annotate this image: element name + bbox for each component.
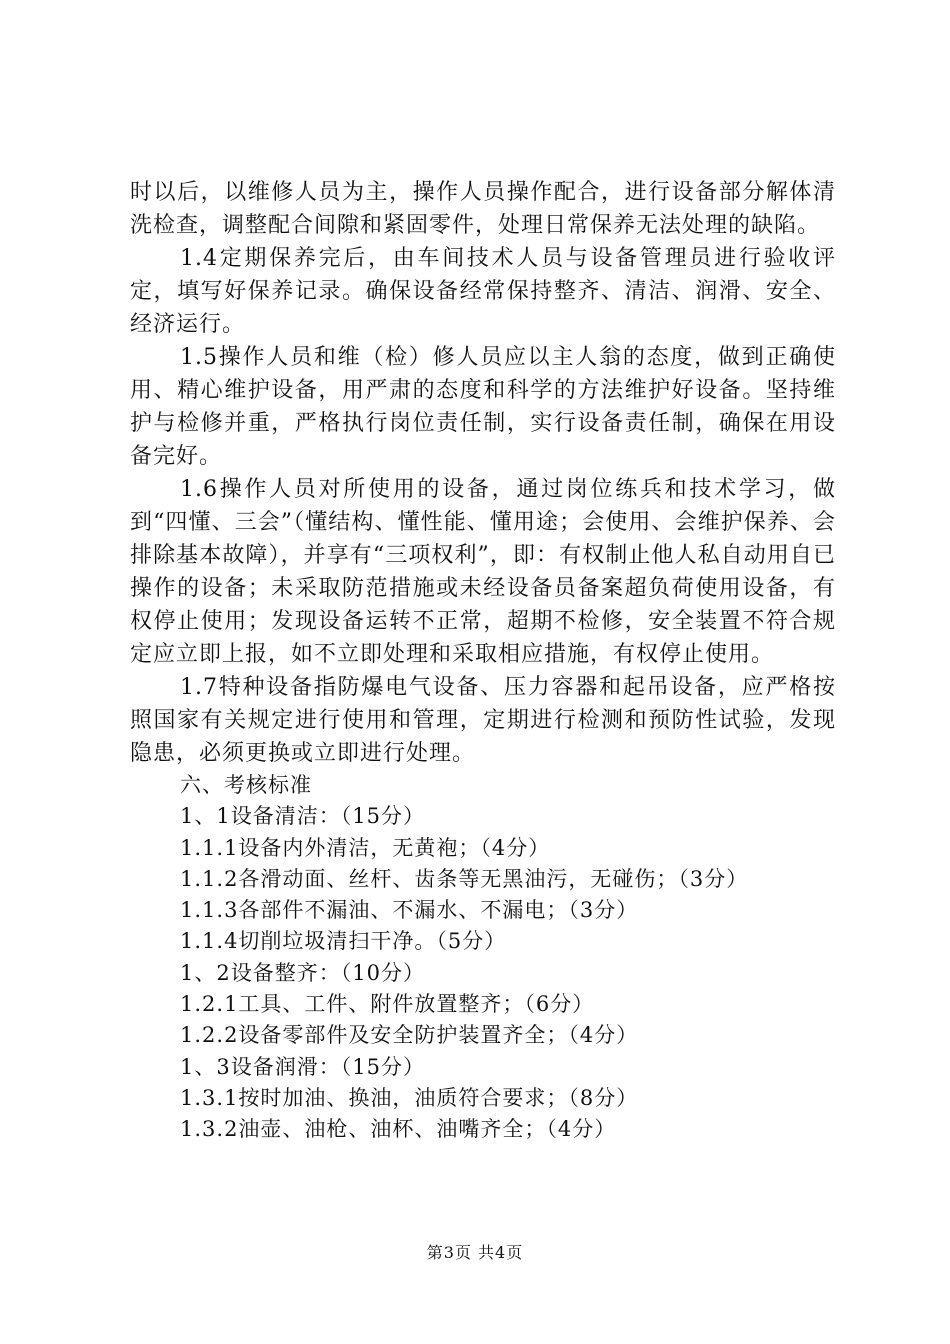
criteria-item: 1.2.2设备零部件及安全防护装置齐全；（4分） [180,1023,639,1048]
paragraph-1-6: 1.6操作人员对所使用的设备，通过岗位练兵和技术学习，做到“四懂、三会”（懂结构、懂性能、懂用途；会使用、会维护保养、会排除基本故障），并享有“三项权利”，即：有权制止他人私自动用自已操作的设备；未采取防范措施或未经设备员备案超负荷使用设备，有权停止使用；发现设备运转不正常，超期不检修，安全装置不符合规定应立即上报，如不立即处理和采取相应措施，有权停止使用。 [130,477,836,667]
criteria-item: 1、3设备润滑：（15分） [180,1054,425,1079]
criteria-item: 1.1.3各部件不漏油、不漏水、不漏电；（3分） [180,898,639,923]
paragraph-1-4: 1.4定期保养完后，由车间技术人员与设备管理员进行验收评定，填写好保养记录。确保设备经常保持整齐、清洁、润滑、安全、经济运行。 [130,246,836,337]
criteria-item: 1.1.4切削垃圾清扫干净。（5分） [180,929,507,954]
document-body [130,176,836,1146]
section-title: 六、考核标准 [180,773,312,797]
criteria-item: 1、1设备清洁：（15分） [180,804,425,829]
criteria-item: 1.2.1工具、工件、附件放置整齐；（6分） [180,992,595,1017]
criteria-item: 1.1.1设备内外清洁，无黄袍；（4分） [180,835,551,860]
criteria-item: 1.3.2油壶、油枪、油杯、油嘴齐全；（4分） [180,1117,617,1142]
paragraph-continuation: 时以后，以维修人员为主，操作人员操作配合，进行设备部分解体清洗检查，调整配合间隙和紧固零件，处理日常保养无法处理的缺陷。 [130,180,836,238]
criteria-item: 1.3.1按时加油、换油，油质符合要求；（8分） [180,1085,639,1110]
criteria-item: 1.1.2各滑动面、丝杆、齿条等无黑油污，无碰伤；（3分） [180,866,749,891]
criteria-item: 1、2设备整齐：（10分） [180,960,425,985]
page-number-footer: 第3页 共4页 [426,1243,524,1262]
paragraph-1-7: 1.7特种设备指防爆电气设备、压力容器和起吊设备，应严格按照国家有关规定进行使用和管理，定期进行检测和预防性试验，发现隐患，必须更换或立即进行处理。 [130,675,836,766]
paragraph-1-5: 1.5操作人员和维（检）修人员应以主人翁的态度，做到正确使用、精心维护设备，用严肃的态度和科学的方法维护好设备。坚持维护与检修并重，严格执行岗位责任制，实行设备责任制，确保在用设备完好。 [130,345,836,469]
